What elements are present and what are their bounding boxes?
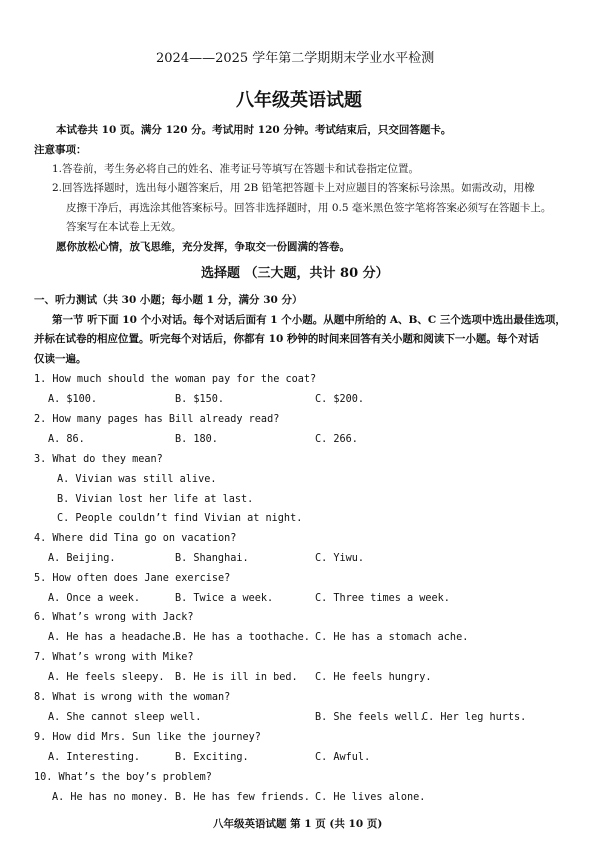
q2-option-c: C. 266. — [315, 434, 358, 445]
page-footer: 八年级英语试题 第 1 页 (共 10 页) — [213, 818, 383, 830]
q3-option-a: A. Vivian was still alive. — [57, 474, 217, 485]
part1-instr-3: 仅读一遍。 — [34, 353, 87, 365]
part1-instr-1: 第一节 听下面 10 个小对话。每个对话后面有 1 个小题。从题中所给的 A、B、C 三个选项中选出最佳选项， — [52, 314, 566, 326]
q10-option-a: A. He has no money. — [52, 792, 169, 803]
q4-option-a: A. Beijing. — [48, 553, 116, 564]
question-3: 3. What do they mean? — [34, 454, 163, 465]
part1-instr-2: 并标在试卷的相应位置。听完每个对话后，你都有 10 秒钟的时间来回答有关小题和阅读下一小题。每个对话 — [34, 333, 539, 345]
q6-option-a: A. He has a headache. — [48, 632, 177, 643]
question-7: 7. What’s wrong with Mike? — [34, 652, 194, 663]
question-1: 1. How much should the woman pay for the coat? — [34, 374, 317, 385]
notes-heading: 注意事项： — [34, 144, 87, 156]
q1-option-a: A. $100. — [48, 394, 98, 405]
q6-option-b: B. He has a toothache. — [175, 632, 310, 643]
q7-option-b: B. He is ill in bed. — [175, 672, 298, 683]
q6-option-c: C. He has a stomach ache. — [315, 632, 469, 643]
question-10: 10. What’s the boy’s problem? — [34, 772, 212, 783]
q4-option-c: C. Yiwu. — [315, 553, 365, 564]
q1-option-b: B. $150. — [175, 394, 225, 405]
q8-option-b: B. She feels well. — [315, 712, 426, 723]
question-6: 6. What’s wrong with Jack? — [34, 612, 194, 623]
question-9: 9. How did Mrs. Sun like the journey? — [34, 732, 261, 743]
q9-option-c: C. Awful. — [315, 752, 371, 763]
exam-header: 2024——2025 学年第二学期期末学业水平检测 — [156, 51, 435, 66]
q1-option-c: C. $200. — [315, 394, 365, 405]
q2-option-b: B. 180. — [175, 434, 218, 445]
q5-option-b: B. Twice a week. — [175, 593, 274, 604]
question-5: 5. How often does Jane exercise? — [34, 573, 231, 584]
part1-heading: 一、听力测试（共 30 小题；每小题 1 分，满分 30 分） — [34, 294, 303, 306]
question-4: 4. Where did Tina go on vacation? — [34, 533, 237, 544]
q10-option-c: C. He lives alone. — [315, 792, 426, 803]
q8-option-c: C. Her leg hurts. — [422, 712, 527, 723]
q8-option-a: A. She cannot sleep well. — [48, 712, 202, 723]
note-2: 2.回答选择题时，选出每小题答案后，用 2B 铅笔把答题卡上对应题目的答案标号涂黑。如需改动，用橡 — [52, 182, 535, 194]
q2-option-a: A. 86. — [48, 434, 85, 445]
note-1: 1.答卷前，考生务必将自己的姓名、准考证号等填写在答题卡和试卷指定位置。 — [52, 163, 420, 175]
q3-option-c: C. People couldn’t find Vivian at night. — [57, 513, 303, 524]
question-8: 8. What is wrong with the woman? — [34, 692, 231, 703]
question-2: 2. How many pages has Bill already read? — [34, 414, 280, 425]
q3-option-b: B. Vivian lost her life at last. — [57, 494, 254, 505]
q4-option-b: B. Shanghai. — [175, 553, 249, 564]
section-title: 选择题 （三大题，共计 80 分） — [201, 266, 389, 281]
q9-option-a: A. Interesting. — [48, 752, 141, 763]
intro-text: 本试卷共 10 页。满分 120 分。考试用时 120 分钟。考试结束后，只交回答题卡。 — [56, 124, 452, 136]
q9-option-b: B. Exciting. — [175, 752, 249, 763]
note-2-end: 答案写在本试卷上无效。 — [66, 221, 182, 233]
q10-option-b: B. He has few friends. — [175, 792, 310, 803]
note-2-cont: 皮擦干净后，再选涂其他答案标号。回答非选择题时，用 0.5 毫米黑色签字笔将答案必须写在答题卡上。 — [66, 202, 552, 214]
q5-option-c: C. Three times a week. — [315, 593, 450, 604]
encouragement: 愿你放松心情，放飞思维，充分发挥，争取交一份圆满的答卷。 — [56, 241, 350, 253]
q7-option-a: A. He feels sleepy. — [48, 672, 165, 683]
q7-option-c: C. He feels hungry. — [315, 672, 432, 683]
exam-title: 八年级英语试题 — [236, 90, 362, 111]
q5-option-a: A. Once a week. — [48, 593, 141, 604]
